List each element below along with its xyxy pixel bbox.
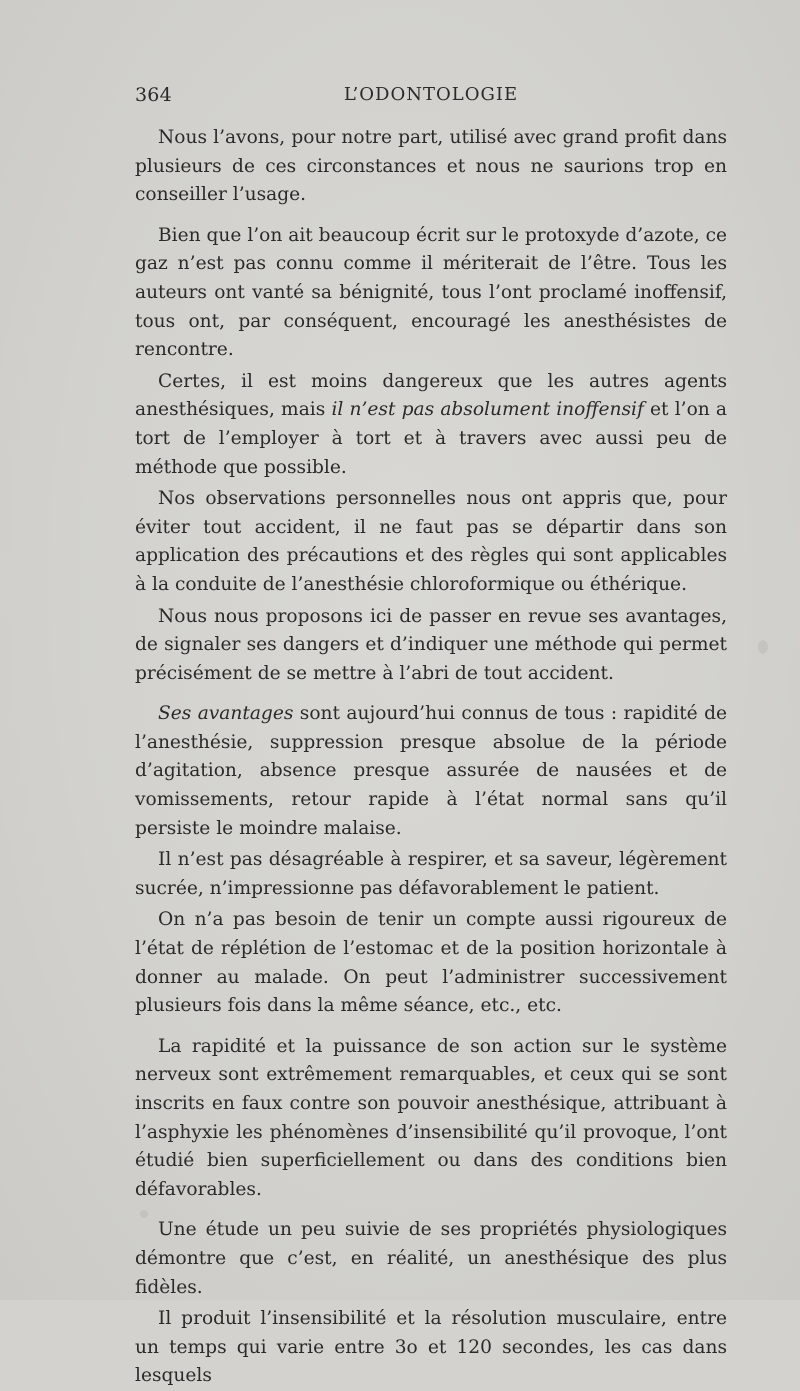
body-text [135,124,727,1391]
paragraph-text: et l’on a tort de l’employer à tort et à travers avec aussi peu de méthode que possible. [135,399,728,478]
paragraph: Nous nous proposons ici de passer en revue ses avantages, de signaler ses dangers et d’indiquer une méthode qui permet précisément de se mettre à l’abri de tout accident. [135,605,727,684]
paragraph: Une étude un peu suivie de ses propriétés physiologiques démontre que c’est, en réalité, un anesthésique des plus fidèles. [135,1219,727,1298]
paragraph: Bien que l’on ait beaucoup écrit sur le protoxyde d’azote, ce gaz n’est pas connu comme il mériterait de l’être. Tous les auteurs ont vanté sa bénignité, tous l’ont proclamé inoffensif, tous ont, par conséquent, encouragé les anesthésistes de rencontre. [135,224,727,361]
running-title: L’ODONTOLOGIE [343,84,519,105]
emphasized-text: Ses avantages [158,703,294,725]
paragraph-text: Certes, il est moins dangereux que les autres agents anesthésiques, mais [135,370,727,421]
paragraph [135,700,727,843]
paragraph: Nos observations personnelles nous ont appris que, pour éviter tout accident, il ne faut pas se départir dans son application des précautions et des règles qui sont applicables à la conduite de l’anesthésie chloroformique ou éthérique. [135,488,727,595]
paragraph-text: sont aujourd’hui connus de tous : rapidité de l’anesthésie, suppression presque absolue de la période d’agitation, absence presque assurée de nausées et de vomissements, retour rapide à l’état normal sans qu’il persiste le moindre malaise. [135,703,728,839]
paragraph [135,368,727,482]
paragraph: Nous l’avons, pour notre part, utilisé avec grand profit dans plusieurs de ces circonstances et nous ne saurions trop en conseiller l’usage. [135,127,727,206]
page-number: 364 [135,84,172,106]
paragraph: Il produit l’insensibilité et la résolution musculaire, entre un temps qui varie entre 3o et 120 secondes, les cas dans lesquels [135,1308,727,1387]
paper-stain [758,640,768,654]
emphasized-text: il n’est pas absolument inoffensif [331,399,644,421]
paragraph: On n’a pas besoin de tenir un compte aussi rigoureux de l’état de réplétion de l’estomac et de la position horizontale à donner au malade. On peut l’administrer successivement plusieurs fois dans la même séance, etc., etc. [135,909,727,1017]
running-header [135,84,727,114]
paragraph: La rapidité et la puissance de son action sur le système nerveux sont extrêmement remarquables, et ceux qui se sont inscrits en faux contre son pouvoir anesthésique, attribuant à l’asphyxie les phénomènes d’insensibilité qu’il provoque, l’ont étudié bien superficiellement ou dans des conditions bien défavorables. [135,1035,727,1200]
paragraph: Il n’est pas désagréable à respirer, et sa saveur, légèrement sucrée, n’impressionne pas défavorablement le patient. [135,849,727,899]
